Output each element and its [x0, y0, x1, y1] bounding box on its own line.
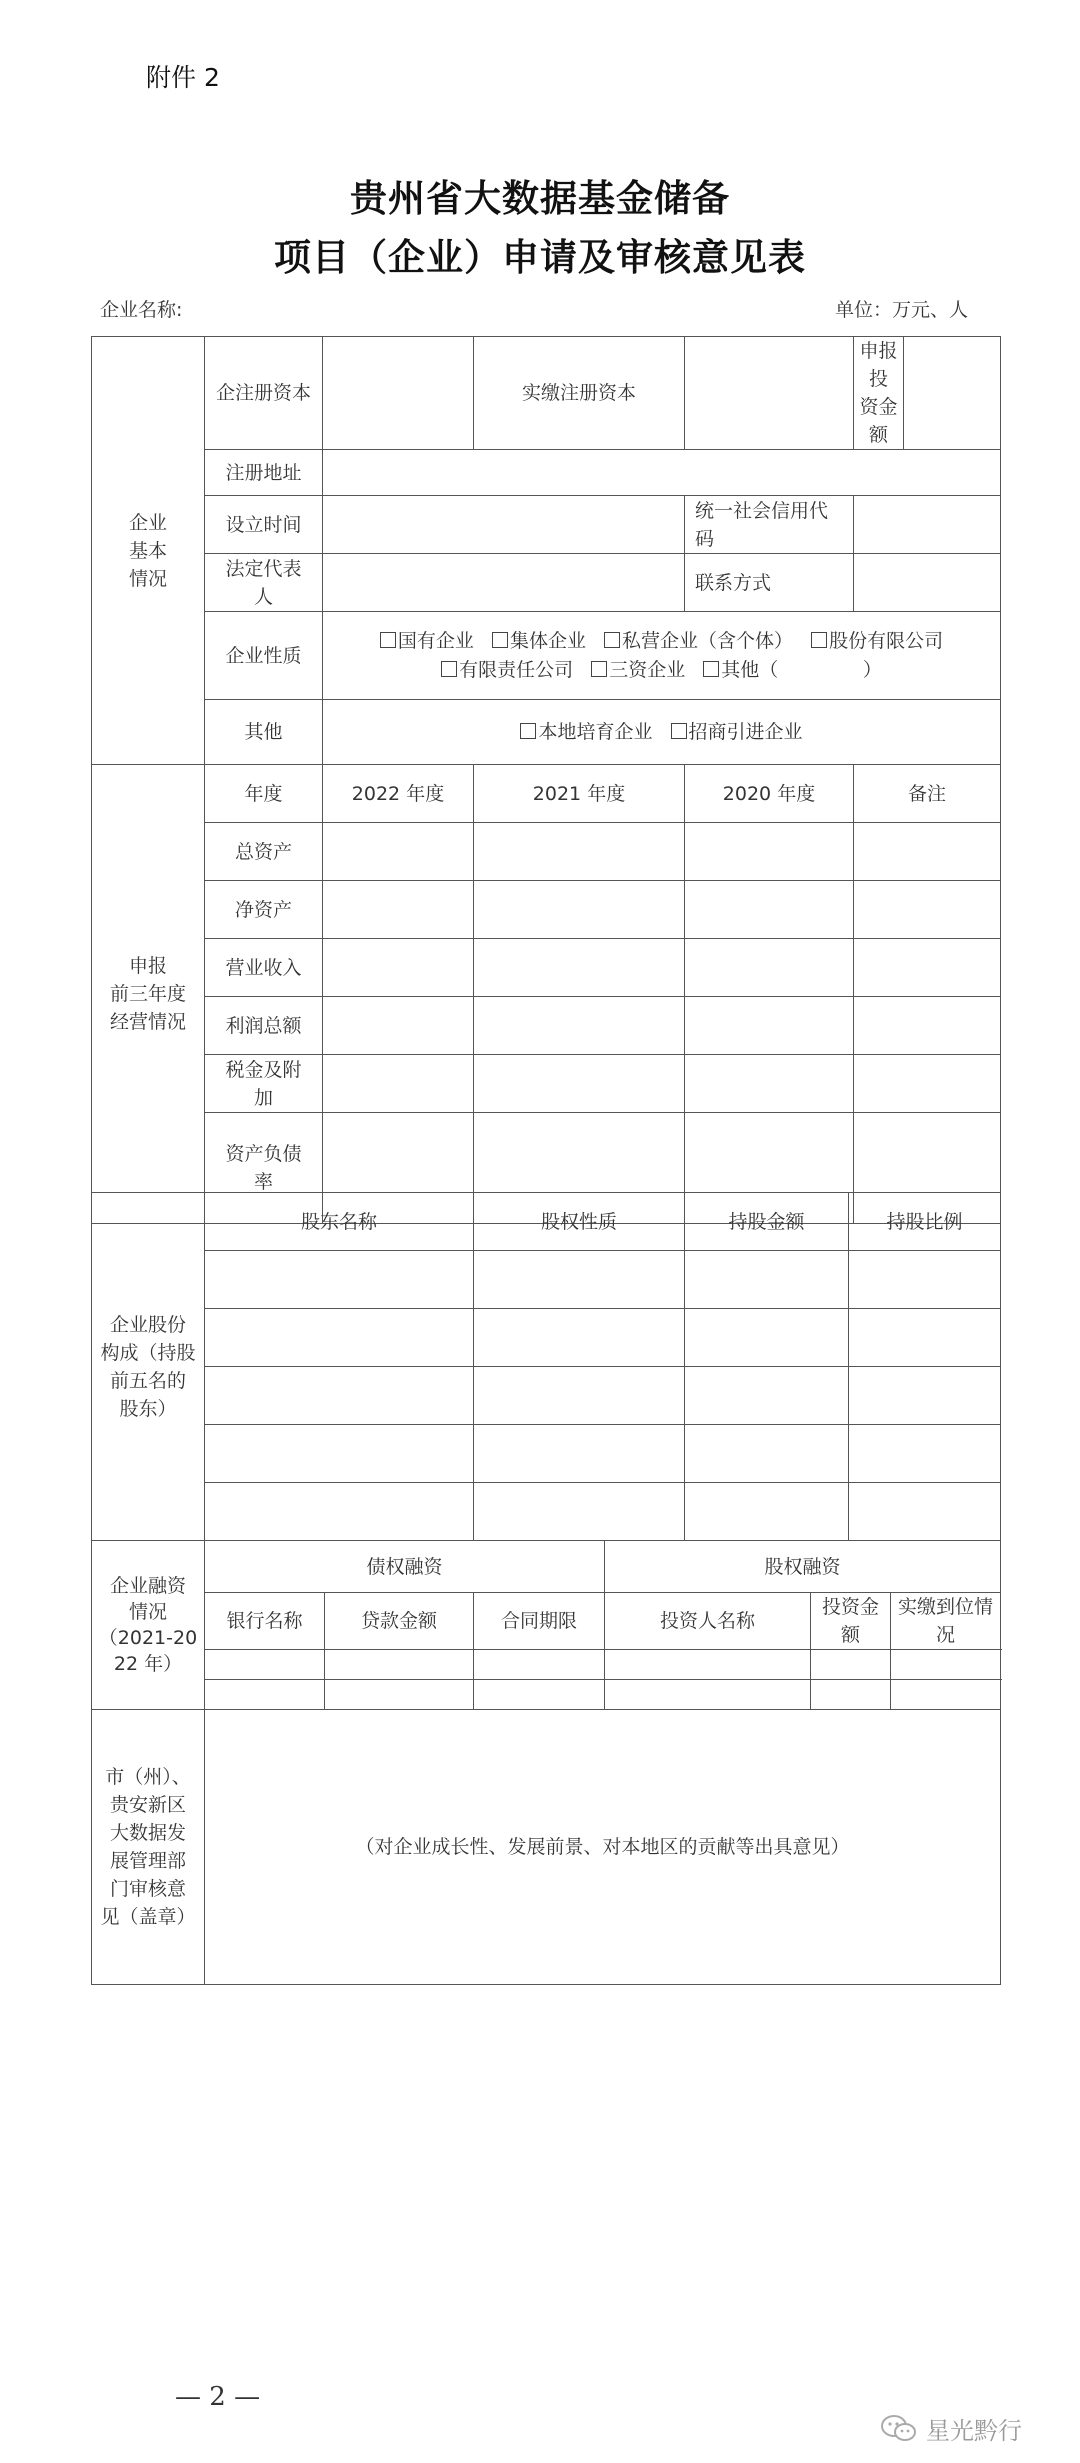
data-cell[interactable]	[849, 1251, 1001, 1309]
checkbox-icon	[492, 632, 508, 648]
unit-label: 单位：万元、人	[835, 299, 969, 321]
nature-option[interactable]: 三资企业	[591, 659, 685, 681]
reg-address-field[interactable]	[323, 450, 1001, 496]
reg-capital-field[interactable]	[323, 337, 474, 450]
chat-bubbles-icon	[880, 2414, 918, 2444]
column-header: 贷款金额	[325, 1593, 474, 1650]
data-cell[interactable]	[854, 1055, 1001, 1113]
data-cell[interactable]	[323, 939, 474, 997]
data-cell[interactable]	[685, 997, 854, 1055]
row-label: 净资产	[205, 881, 323, 939]
data-cell[interactable]	[849, 1309, 1001, 1367]
watermark-text: 星光黔行	[926, 2417, 1022, 2445]
data-cell[interactable]	[474, 1055, 685, 1113]
nature-options	[323, 612, 1001, 700]
data-cell[interactable]	[685, 1367, 849, 1425]
checkbox-icon	[703, 661, 719, 677]
checkbox-icon	[591, 661, 607, 677]
nature-option[interactable]: 股份有限公司	[811, 630, 943, 652]
row-label: 营业收入	[205, 939, 323, 997]
credit-code-label: 统一社会信用代 码	[685, 496, 854, 554]
data-cell[interactable]	[854, 823, 1001, 881]
data-cell[interactable]	[685, 1055, 854, 1113]
column-header: 2020 年度	[685, 765, 854, 823]
section-financing: 企业融资 情况 （2021-20 22 年）	[92, 1541, 205, 1710]
nature-option[interactable]: 有限责任公司	[441, 659, 573, 681]
established-field[interactable]	[323, 496, 685, 554]
data-cell[interactable]	[849, 1425, 1001, 1483]
data-cell[interactable]	[605, 1680, 811, 1710]
column-header: 年度	[205, 765, 323, 823]
data-cell[interactable]	[205, 1425, 474, 1483]
contact-field[interactable]	[854, 554, 1001, 612]
contact-label: 联系方式	[685, 554, 854, 612]
data-cell[interactable]	[474, 823, 685, 881]
column-header: 实缴到位情况	[891, 1593, 1001, 1650]
data-cell[interactable]	[325, 1650, 474, 1680]
column-header: 2021 年度	[474, 765, 685, 823]
other-label: 其他	[205, 700, 323, 765]
data-cell[interactable]	[474, 1425, 685, 1483]
data-cell[interactable]	[323, 881, 474, 939]
paid-capital-label: 实缴注册资本	[474, 337, 685, 450]
data-cell[interactable]	[474, 1680, 605, 1710]
row-label: 税金及附 加	[205, 1055, 323, 1113]
review-opinion-field[interactable]	[205, 1710, 1001, 1985]
basic-info-table	[91, 336, 1001, 1224]
column-header: 投资人名称	[605, 1593, 811, 1650]
column-header: 投资金额	[811, 1593, 891, 1650]
review-note: （对企业成长性、发展前景、对本地区的贡献等出具意见）	[355, 1836, 850, 1858]
form-title-line1: 贵州省大数据基金储备	[350, 176, 730, 220]
data-cell[interactable]	[205, 1309, 474, 1367]
data-cell[interactable]	[474, 1650, 605, 1680]
data-cell[interactable]	[849, 1483, 1001, 1541]
checkbox-icon	[441, 661, 457, 677]
watermark	[880, 2411, 1022, 2446]
data-cell[interactable]	[685, 939, 854, 997]
nature-option[interactable]: 其他（ ）	[703, 659, 882, 681]
row-label: 总资产	[205, 823, 323, 881]
nature-option[interactable]: 集体企业	[492, 630, 586, 652]
legal-rep-label: 法定代表 人	[205, 554, 323, 612]
data-cell[interactable]	[891, 1650, 1001, 1680]
data-cell[interactable]	[323, 997, 474, 1055]
section-shareholders: 企业股份 构成（持股 前五名的 股东）	[92, 1193, 205, 1541]
invest-amount-label: 申报投 资金额	[854, 337, 904, 450]
column-header: 合同期限	[474, 1593, 605, 1650]
checkbox-icon	[380, 632, 396, 648]
page-number: — 2 —	[175, 2382, 261, 2412]
other-option[interactable]: 本地培育企业	[520, 721, 652, 743]
data-cell[interactable]	[323, 1055, 474, 1113]
column-header: 银行名称	[205, 1593, 325, 1650]
column-header: 备注	[854, 765, 1001, 823]
company-name-label: 企业名称:	[100, 299, 183, 321]
data-cell[interactable]	[205, 1367, 474, 1425]
data-cell[interactable]	[474, 1309, 685, 1367]
shareholder-financing-table	[91, 1192, 1001, 1985]
established-label: 设立时间	[205, 496, 323, 554]
nature-option[interactable]: 国有企业	[380, 630, 474, 652]
data-cell[interactable]	[811, 1650, 891, 1680]
column-header: 股东名称	[205, 1193, 474, 1251]
checkbox-icon	[520, 723, 536, 739]
data-cell[interactable]	[605, 1650, 811, 1680]
data-cell[interactable]	[811, 1680, 891, 1710]
data-cell[interactable]	[474, 1483, 685, 1541]
data-cell[interactable]	[685, 823, 854, 881]
data-cell[interactable]	[685, 1309, 849, 1367]
checkbox-icon	[604, 632, 620, 648]
invest-amount-field[interactable]	[904, 337, 1001, 450]
column-header: 股权性质	[474, 1193, 685, 1251]
section-operations: 申报 前三年度 经营情况	[92, 765, 205, 1224]
debt-financing-header: 债权融资	[205, 1541, 605, 1593]
column-header: 持股金额	[685, 1193, 849, 1251]
data-cell[interactable]	[474, 881, 685, 939]
column-header: 持股比例	[849, 1193, 1001, 1251]
data-cell[interactable]	[325, 1680, 474, 1710]
nature-label: 企业性质	[205, 612, 323, 700]
section-review: 市（州）、 贵安新区 大数据发 展管理部 门审核意 见（盖章）	[92, 1710, 205, 1985]
section-basic-info: 企业 基本 情况	[92, 337, 205, 765]
form-title-line2: 项目（企业）申请及审核意见表	[274, 235, 806, 279]
data-cell[interactable]	[205, 1680, 325, 1710]
credit-code-field[interactable]	[854, 496, 1001, 554]
row-label: 利润总额	[205, 997, 323, 1055]
data-cell[interactable]	[323, 823, 474, 881]
data-cell[interactable]	[685, 1251, 849, 1309]
data-cell[interactable]	[205, 1483, 474, 1541]
data-cell[interactable]	[849, 1367, 1001, 1425]
data-cell[interactable]	[685, 1425, 849, 1483]
reg-capital-label: 企注册资本	[205, 337, 323, 450]
data-cell[interactable]	[685, 1483, 849, 1541]
data-cell[interactable]	[474, 997, 685, 1055]
other-option[interactable]: 招商引进企业	[671, 721, 803, 743]
data-cell[interactable]	[205, 1650, 325, 1680]
data-cell[interactable]	[854, 997, 1001, 1055]
data-cell[interactable]	[474, 1367, 685, 1425]
nature-option[interactable]: 私营企业（含个体）	[604, 630, 793, 652]
reg-address-label: 注册地址	[205, 450, 323, 496]
data-cell[interactable]	[474, 939, 685, 997]
data-cell[interactable]	[474, 1251, 685, 1309]
data-cell[interactable]	[685, 881, 854, 939]
checkbox-icon	[811, 632, 827, 648]
checkbox-icon	[671, 723, 687, 739]
data-cell[interactable]	[854, 881, 1001, 939]
legal-rep-field[interactable]	[323, 554, 685, 612]
attachment-label: 附件 2	[146, 63, 220, 92]
equity-financing-header: 股权融资	[605, 1541, 1001, 1593]
data-cell[interactable]	[854, 939, 1001, 997]
data-cell[interactable]	[891, 1680, 1001, 1710]
column-header: 2022 年度	[323, 765, 474, 823]
row-label: 资产负债 率	[205, 1113, 323, 1224]
data-cell[interactable]	[205, 1251, 474, 1309]
other-options	[323, 700, 1001, 765]
paid-capital-field[interactable]	[685, 337, 854, 450]
